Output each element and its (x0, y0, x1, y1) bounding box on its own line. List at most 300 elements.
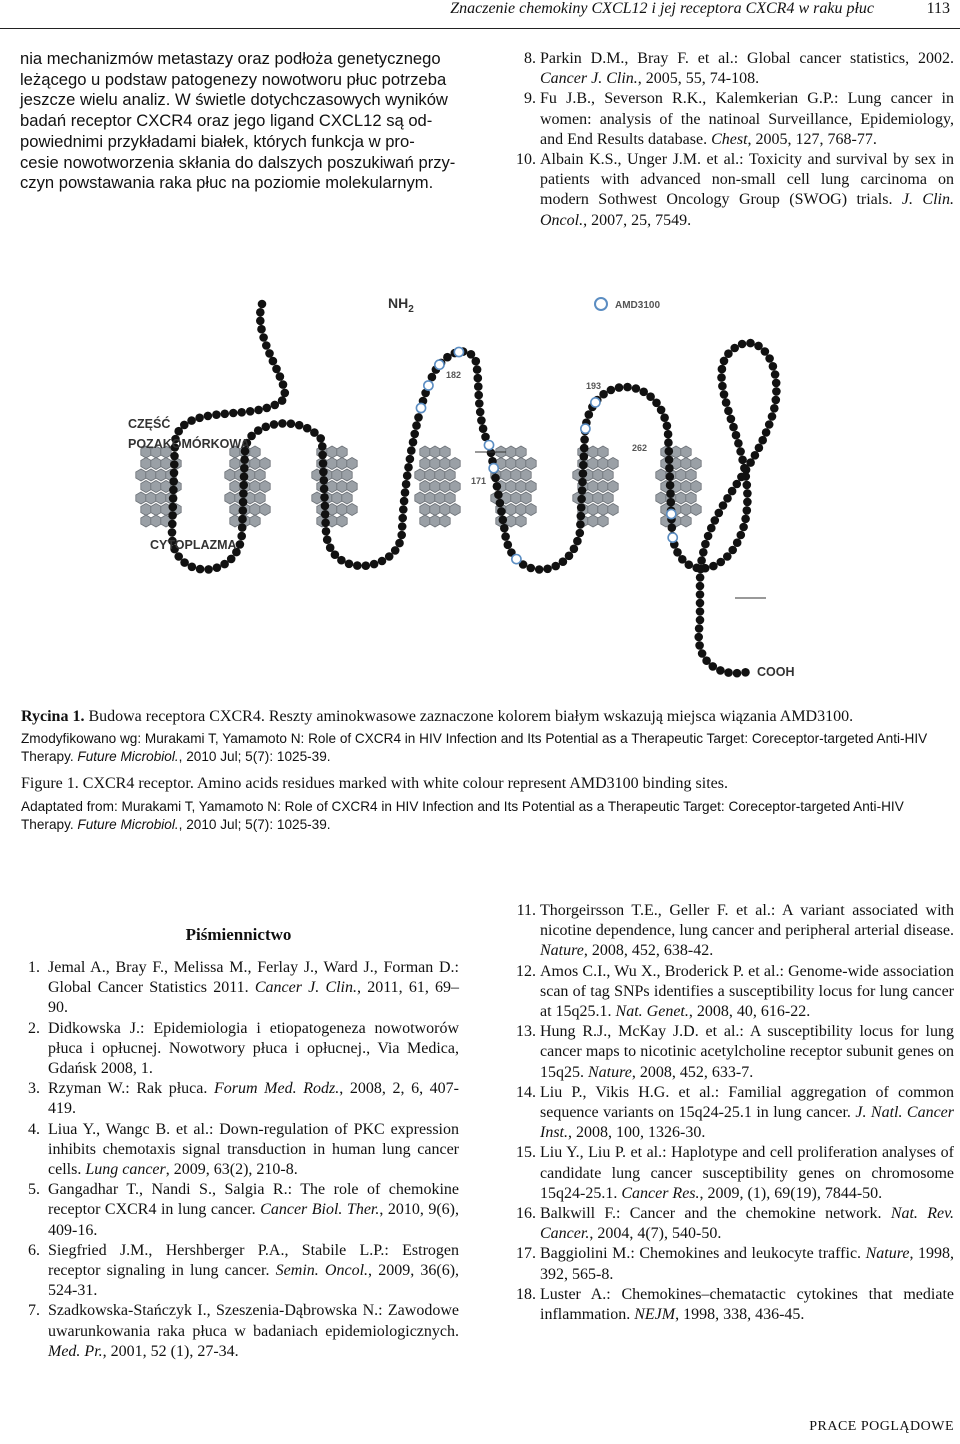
amino-acid-residue (733, 669, 742, 678)
amino-acid-residue (370, 560, 379, 569)
references-right (508, 901, 954, 1325)
amd3100-binding-residue (454, 347, 463, 356)
amino-acid-residue (565, 552, 574, 561)
amino-acid-residue (632, 384, 641, 393)
reference-journal: Nat. Rev. Cancer. (540, 1205, 955, 1243)
nh2-label: $NH_2$ (388, 295, 414, 315)
reference-number: 1. (28, 959, 40, 976)
reference-details: , 1998, 392, 565-8. (540, 1245, 954, 1283)
amino-acid-residue (318, 442, 327, 451)
amino-acid-residue (397, 531, 406, 540)
amino-acid-residue (551, 562, 560, 571)
amino-acid-residue (443, 353, 452, 362)
helix-residue (686, 469, 696, 481)
amino-acid-residue (607, 386, 616, 395)
reference-text: Liu Y., Liu P. et al.: Haplotype and cell proliferation analyses of candidate lung cancer susceptibility genes on chromosome 15q24-25.1. (540, 1144, 954, 1202)
amino-acid-residue (400, 497, 409, 506)
helix-residue (141, 458, 151, 470)
amino-acid-residue (576, 529, 585, 538)
helix-residue (230, 458, 240, 470)
reference-details: , 2009, 36(6), 524-31. (48, 1262, 460, 1300)
helix-residue (337, 504, 347, 516)
amino-acid-residue (696, 616, 705, 625)
amino-acid-residue (238, 523, 247, 532)
helix-residue (440, 504, 450, 516)
helix-residue (516, 446, 526, 458)
helix-residue (151, 504, 161, 516)
helix-residue (342, 469, 352, 481)
amino-acid-residue (741, 515, 750, 524)
helix-residue (225, 492, 235, 504)
amino-acid-residue (727, 415, 736, 424)
reference-details: , 2009, (1), 69(19), 7844-50. (699, 1184, 883, 1202)
helix-residue (511, 492, 521, 504)
amino-acid-residue (496, 499, 505, 508)
reference-text: Szadkowska-Stańczyk I., Szeszenia-Dąbrowska N.: Zawodowe uwarunkowania raka płuca w badaniach epidemiologicznych. (48, 1302, 459, 1340)
amino-acid-residue (240, 472, 249, 481)
extracellular-label-1: CZĘŚĆ (128, 417, 171, 431)
amino-acid-residue (666, 481, 675, 490)
amino-acid-residue (696, 607, 705, 616)
amino-acid-residue (239, 481, 248, 490)
amd3100-binding-residue (581, 424, 590, 433)
amino-acid-residue (323, 535, 332, 544)
amino-acid-residue (473, 365, 482, 374)
reference-number: 16. (516, 1205, 536, 1223)
amino-acid-residue (168, 511, 177, 520)
amino-acid-residue (772, 379, 781, 388)
helix-residue (136, 469, 146, 481)
helix-residue (681, 446, 691, 458)
amino-acid-residue (742, 466, 751, 475)
helix-residue (420, 458, 430, 470)
reference-item (18, 958, 459, 1019)
reference-journal: Cancer J. Clin. (254, 979, 358, 997)
amino-acid-residue (322, 527, 331, 536)
amino-acid-residue (652, 399, 661, 408)
reference-number: 3. (28, 1080, 40, 1098)
amino-acid-residue (733, 538, 742, 547)
helix-residue (516, 481, 526, 493)
helix-residue (598, 446, 608, 458)
helix-residue (136, 492, 146, 504)
reference-details: , 2007, 25, 7549. (583, 211, 692, 229)
amino-acid-residue (741, 668, 750, 677)
helix-residue (516, 458, 526, 470)
reference-item (508, 1022, 954, 1083)
amino-acid-residue (501, 532, 510, 541)
amino-acid-residue (319, 468, 328, 477)
helix-residue (656, 492, 666, 504)
reference-details: , 2008, 100, 1326-30. (568, 1124, 706, 1142)
amino-acid-residue (701, 540, 710, 549)
amino-acid-residue (353, 561, 362, 570)
reference-text: Liua Y., Wangc B. et al.: Down-regulation of PKC expression inhibits chemotaxis signal transduction in human lung cancer cells. (48, 1120, 459, 1179)
running-title: Znaczenie chemokiny CXCL12 i jej receptora CXCR4 w raku płuc (450, 0, 874, 17)
helix-residue (255, 492, 265, 504)
amino-acid-residue (196, 565, 205, 574)
amino-acid-residue (410, 430, 419, 439)
amino-acid-residue (240, 455, 249, 464)
amino-acid-residue (474, 374, 483, 383)
helix-residue (337, 515, 347, 527)
helix-residue (501, 469, 511, 481)
helix-residue (430, 504, 440, 516)
body-line: badań receptor CXCR4 oraz jego ligand CXCL12 są od- (20, 111, 433, 131)
reference-number: 10. (516, 151, 536, 169)
helix-residue (521, 492, 531, 504)
reference-details: , 2004, 4(7), 540-50. (589, 1225, 722, 1243)
reference-journal: NEJM (634, 1306, 676, 1324)
amino-acid-residue (239, 506, 248, 515)
helix-residue (430, 481, 440, 493)
amino-acid-residue (734, 439, 743, 448)
amino-acid-residue (543, 565, 552, 574)
reference-journal: Lung cancer (85, 1161, 166, 1179)
amino-acid-residue (696, 590, 705, 599)
amino-acid-residue (236, 540, 245, 549)
reference-details: , 2008, 40, 616-22. (688, 1003, 811, 1021)
amino-acid-residue (229, 409, 238, 418)
amino-acid-residue (743, 498, 752, 507)
amino-acid-residue (715, 509, 724, 518)
reference-details: , 2009, 63(2), 210-8. (165, 1161, 298, 1179)
amino-acid-residue (685, 560, 694, 569)
helix-residue (676, 469, 686, 481)
amino-acid-residue (728, 546, 737, 555)
reference-journal: Semin. Oncol. (275, 1262, 369, 1280)
amino-acid-residue (657, 406, 666, 415)
reference-text: Hung R.J., McKay J.D. et al.: A susceptibility locus for lung cancer maps to nicotinic acetylcholine receptor subunit genes on 15q25. (540, 1023, 954, 1081)
amino-acid-residue (321, 502, 330, 511)
amino-acid-residue (337, 556, 346, 565)
helix-residue (506, 446, 516, 458)
reference-text: Siegfried J.M., Hershberger P.A., Stabile L.P.: Estrogen receptor signaling in lung cancer. (48, 1241, 459, 1280)
body-line: powiednimi przykładami białek, których funkcja w pro- (20, 131, 415, 151)
reference-journal: Chest (711, 130, 748, 148)
amino-acid-residue (174, 427, 183, 436)
amino-acid-residue (695, 641, 704, 650)
helix-residue (588, 481, 598, 493)
amino-acid-residue (696, 582, 705, 591)
amino-acid-residue (257, 325, 266, 334)
amino-acid-residue (170, 469, 179, 478)
amino-acid-residue (320, 493, 329, 502)
amino-acid-residue (665, 464, 674, 473)
amino-acid-residue (362, 561, 371, 570)
helix-residue (337, 458, 347, 470)
helix-residue (250, 458, 260, 470)
amino-acid-residue (585, 410, 594, 419)
reference-text: Gangadhar T., Nandi S., Salgia R.: The role of chemokine receptor CXCR4 in lung cancer. (48, 1181, 459, 1219)
amino-acid-residue (707, 524, 716, 533)
reference-details: , 2008, 452, 633-7. (631, 1063, 754, 1081)
amino-acid-residue (187, 416, 196, 425)
amino-acid-residue (213, 563, 222, 572)
amino-acid-residue (321, 510, 330, 519)
reference-text: Didkowska J.: Epidemiologia i etiopatogeneza nowotworów płuca i opłucnej. Nowotwory płuca i opłucnej., Via Medica, Gdańsk 2008, 1. (48, 1019, 459, 1078)
amino-acid-residue (664, 430, 673, 439)
amino-acid-residue (303, 424, 312, 433)
amino-acid-residue (772, 396, 781, 405)
helix-residue (342, 492, 352, 504)
helix-residue (593, 469, 603, 481)
amino-acid-residue (477, 416, 486, 425)
helix-residue (151, 515, 161, 527)
amino-acid-residue (666, 472, 675, 481)
helix-residue (327, 458, 337, 470)
helix-residue (430, 446, 440, 458)
reference-number: 17. (516, 1245, 536, 1263)
amd3100-binding-residue (667, 509, 676, 518)
amino-acid-residue (737, 473, 746, 482)
helix-residue (347, 458, 357, 470)
reference-item (508, 901, 954, 962)
amino-acid-residue (578, 478, 587, 487)
amino-acid-residue (345, 560, 354, 569)
helix-residue (435, 469, 445, 481)
amino-acid-residue (237, 408, 246, 417)
residue-262-label: 262 (632, 443, 648, 453)
amino-acid-residue (279, 380, 288, 389)
amino-acid-residue (762, 428, 771, 437)
amino-acid-residue (663, 422, 672, 431)
helix-residue (681, 515, 691, 527)
amino-acid-residue (668, 523, 677, 532)
amino-acid-residue (579, 461, 588, 470)
reference-details: , 2011, 61, 69–90. (48, 979, 460, 1017)
running-head (0, 0, 960, 29)
references-top (508, 49, 954, 231)
amd3100-legend-icon (595, 298, 607, 310)
amino-acid-residue (758, 436, 767, 445)
amino-acid-residue (278, 396, 287, 405)
amino-acid-residue (494, 490, 503, 499)
amino-acid-residue (398, 514, 407, 523)
amino-acid-residue (428, 373, 437, 382)
figure-caption-pl: Rycina 1. Budowa receptora CXCR4. Reszty aminokwasowe zaznaczone kolorem białym wskazują miejsca wiązania AMD3100. (21, 708, 854, 725)
helix-residue (526, 481, 536, 493)
amino-acid-residue (718, 365, 727, 374)
amino-acid-residue (724, 407, 733, 416)
helix-residue (681, 481, 691, 493)
helix-residue (141, 515, 151, 527)
amino-acid-residue (577, 512, 586, 521)
helix-residue (415, 492, 425, 504)
helix-residue (445, 492, 455, 504)
amd3100-binding-residue (416, 403, 425, 412)
reference-journal: Cancer J. Clin. (540, 70, 638, 88)
amino-acid-residue (403, 471, 412, 480)
helix-residue (656, 469, 666, 481)
reference-number: 13. (516, 1023, 536, 1041)
amd3100-binding-residue (489, 464, 498, 473)
amino-acid-residue (666, 489, 675, 498)
helix-residue (450, 481, 460, 493)
reference-journal: J. Clin. Oncol. (540, 191, 954, 229)
amd3100-binding-residue (424, 381, 433, 390)
amino-acid-residue (699, 548, 708, 557)
helix-residue (506, 481, 516, 493)
helix-residue (230, 481, 240, 493)
helix-residue (440, 446, 450, 458)
amino-acid-residue (698, 649, 707, 658)
amino-acid-residue (660, 413, 669, 422)
reference-journal: Nature (865, 1245, 910, 1263)
helix-residue (440, 515, 450, 527)
helix-residue (445, 469, 455, 481)
body-text (20, 49, 456, 194)
amino-acid-residue (254, 426, 263, 435)
amino-acid-residue (227, 555, 236, 564)
helix-residue (603, 492, 613, 504)
amino-acid-residue (391, 546, 400, 555)
reference-item (508, 1083, 954, 1144)
amino-acid-residue (732, 431, 741, 440)
helix-residue (686, 492, 696, 504)
section-label: PRACE POGLĄDOWE (809, 1419, 954, 1434)
amino-acid-residue (535, 565, 544, 574)
reference-text: Jemal A., Bray F., Melissa M., Ferlay J., Ward J., Forman D.: Global Cancer Statistics 2011. (48, 959, 459, 997)
amino-acid-residue (497, 507, 506, 516)
amino-acid-residue (729, 423, 738, 432)
amino-acid-residue (474, 391, 483, 400)
amino-acid-residue (269, 357, 278, 366)
amino-acid-residue (402, 480, 411, 489)
reference-number: 2. (28, 1019, 40, 1037)
helix-residue (146, 492, 156, 504)
helix-residue (420, 504, 430, 516)
reference-item (18, 1301, 459, 1362)
amino-acid-residue (720, 390, 729, 399)
reference-text: Parkin D.M., Bray F. et al.: Global cancer statistics, 2002. (540, 50, 954, 67)
reference-journal: Cancer Biol. Ther. (260, 1201, 380, 1219)
page-number: 113 (926, 0, 950, 17)
helix-residue (425, 492, 435, 504)
amino-acid-residue (326, 543, 335, 552)
helix-residue (260, 481, 270, 493)
helix-residue (681, 458, 691, 470)
amino-acid-residue (169, 477, 178, 486)
amino-acid-residue (623, 383, 632, 392)
amino-acid-residue (188, 563, 197, 572)
reference-text: Balkwill F.: Cancer and the chemokine network. (540, 1205, 891, 1223)
helix-residue (420, 481, 430, 493)
amino-acid-residue (491, 474, 500, 483)
helix-residue (676, 492, 686, 504)
amino-acid-residue (504, 541, 513, 550)
helix-residue (598, 504, 608, 516)
helix-residue (691, 481, 701, 493)
helix-residue (151, 481, 161, 493)
residue-171-label: 171 (471, 476, 487, 486)
amino-acid-residue (736, 447, 745, 456)
amino-acid-residue (256, 308, 265, 317)
amino-acid-residue (577, 495, 586, 504)
amino-acid-residue (717, 373, 726, 382)
helix-residue (146, 469, 156, 481)
helix-residue (511, 469, 521, 481)
amino-acid-residue (239, 498, 248, 507)
helix-residue (156, 492, 166, 504)
amino-acid-residue (259, 333, 268, 342)
amino-acid-residue (240, 464, 249, 473)
amd3100-legend-label: AMD3100 (615, 300, 661, 311)
helix-residue (337, 481, 347, 493)
helix-residue (526, 504, 536, 516)
amino-acid-residue (246, 407, 255, 416)
amino-acid-residue (195, 414, 204, 423)
amino-acid-residue (281, 389, 290, 398)
helix-residue (141, 481, 151, 493)
reference-item (18, 1241, 459, 1302)
amino-acid-residue (319, 459, 328, 468)
reference-item (18, 1180, 459, 1241)
amino-acid-residue (579, 469, 588, 478)
helix-residue (225, 469, 235, 481)
helix-residue (151, 458, 161, 470)
amino-acid-residue (573, 537, 582, 546)
amino-acid-residue (212, 410, 221, 419)
helix-residue (255, 469, 265, 481)
amino-acid-residue (738, 340, 747, 349)
amino-acid-residue (404, 463, 413, 472)
amino-acid-residue (709, 662, 718, 671)
helix-residue (506, 458, 516, 470)
amino-acid-residue (768, 412, 777, 421)
amino-acid-residue (407, 446, 416, 455)
helix-residue (608, 504, 618, 516)
helix-residue (347, 504, 357, 516)
helix-residue (588, 504, 598, 516)
reference-item (508, 89, 954, 150)
amino-acid-residue (472, 357, 481, 366)
amino-acid-residue (395, 539, 404, 548)
reference-details: , 2005, 55, 74-108. (637, 70, 760, 88)
reference-item (508, 1143, 954, 1204)
amino-acid-residue (398, 522, 407, 531)
helix-residue (691, 458, 701, 470)
amino-acid-residue (696, 573, 705, 582)
reference-item (508, 1285, 954, 1325)
reference-text: Luster A.: Chemokines–chematactic cytokines that mediate inflammation. (540, 1285, 954, 1324)
amino-acid-residue (755, 444, 764, 453)
helix-residue (347, 481, 357, 493)
amino-acid-residue (256, 317, 265, 326)
amd3100-binding-residue (484, 441, 493, 450)
amino-acid-residue (697, 556, 706, 565)
amino-acid-residue (527, 564, 536, 573)
references-title: Piśmiennictwo (185, 925, 292, 944)
amino-acid-residue (720, 357, 729, 366)
amino-acid-residue (599, 390, 608, 399)
amino-acid-residue (321, 519, 330, 528)
helix-residue (250, 481, 260, 493)
helix-residue (337, 446, 347, 458)
helix-residue (450, 458, 460, 470)
amino-acid-residue (696, 565, 705, 574)
amino-acid-residue (168, 520, 177, 529)
amino-acid-residue (615, 383, 624, 392)
amino-acid-residue (378, 557, 387, 566)
helix-residue (420, 515, 430, 527)
reference-details: , 2008, 452, 638-42. (583, 942, 714, 960)
helix-residue (332, 469, 342, 481)
reference-details: , 2010, 9(6), 409-16. (48, 1201, 460, 1239)
amino-acid-residue (221, 410, 230, 419)
amino-acid-residue (399, 505, 408, 514)
helix-residue (440, 481, 450, 493)
